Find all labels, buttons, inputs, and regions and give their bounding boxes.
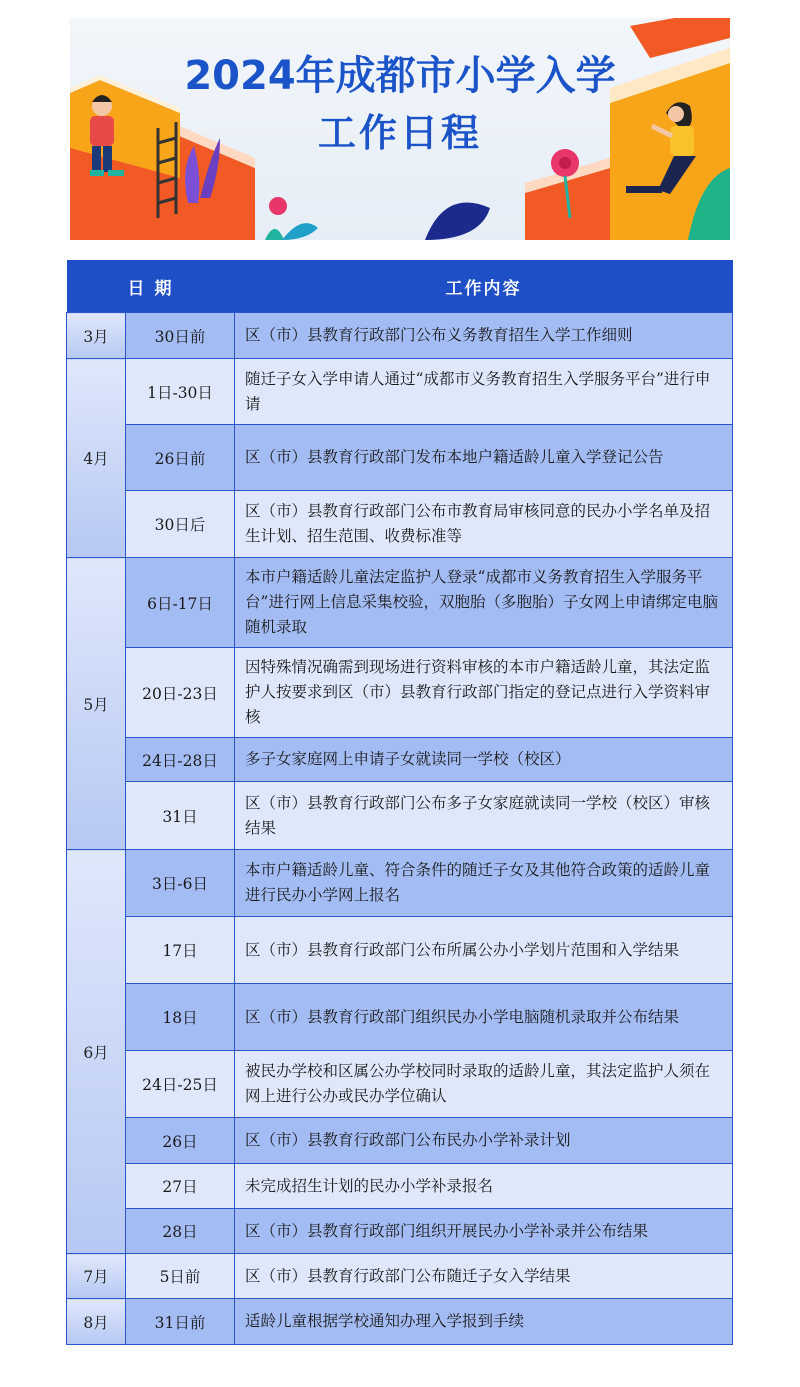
table-row [67, 1209, 733, 1254]
table-row [67, 782, 733, 850]
table-row [67, 491, 733, 558]
table-row [67, 313, 733, 359]
date-cell: 26日前 [126, 425, 235, 491]
table-row [67, 850, 733, 917]
header-date: 日 期 [67, 260, 235, 313]
table-row [67, 917, 733, 984]
schedule-table [66, 260, 733, 1345]
date-cell: 5日前 [126, 1254, 235, 1299]
table-row [67, 1164, 733, 1209]
content-cell: 因特殊情况确需到现场进行资料审核的本市户籍适龄儿童，其法定监护人按要求到区（市）县教育行政部门指定的登记点进行入学资料审核 [235, 648, 733, 738]
table-row [67, 558, 733, 648]
date-cell: 20日-23日 [126, 648, 235, 738]
table-row [67, 1118, 733, 1164]
table-row [67, 984, 733, 1051]
month-cell: 5月 [67, 558, 126, 850]
month-cell: 8月 [67, 1299, 126, 1345]
date-cell: 26日 [126, 1118, 235, 1164]
content-cell: 区（市）县教育行政部门公布民办小学补录计划 [235, 1118, 733, 1164]
date-cell: 6日-17日 [126, 558, 235, 648]
right-leaf-icon [425, 202, 490, 240]
content-cell: 区（市）县教育行政部门公布市教育局审核同意的民办小学名单及招生计划、招生范围、收费标准等 [235, 491, 733, 558]
content-cell: 区（市）县教育行政部门公布多子女家庭就读同一学校（校区）审核结果 [235, 782, 733, 850]
month-cell: 4月 [67, 359, 126, 558]
date-cell: 30日后 [126, 491, 235, 558]
date-cell: 17日 [126, 917, 235, 984]
date-cell: 18日 [126, 984, 235, 1051]
table-row [67, 1299, 733, 1345]
date-cell: 24日-28日 [126, 738, 235, 782]
content-cell: 适龄儿童根据学校通知办理入学报到手续 [235, 1299, 733, 1345]
table-body [67, 313, 733, 1345]
left-flower-icon [265, 197, 318, 240]
content-cell: 区（市）县教育行政部门公布随迁子女入学结果 [235, 1254, 733, 1299]
content-cell: 被民办学校和区属公办学校同时录取的适龄儿童，其法定监护人须在网上进行公办或民办学位确认 [235, 1051, 733, 1118]
content-cell: 区（市）县教育行政部门公布义务教育招生入学工作细则 [235, 313, 733, 359]
content-cell: 未完成招生计划的民办小学补录报名 [235, 1164, 733, 1209]
page-title: 2024年成都市小学入学 [184, 53, 616, 99]
header-content: 工作内容 [235, 260, 733, 313]
page-subtitle: 工作日程 [317, 111, 482, 155]
content-cell: 本市户籍适龄儿童法定监护人登录“成都市义务教育招生入学服务平台”进行网上信息采集校验，双胞胎（多胞胎）子女网上申请绑定电脑随机录取 [235, 558, 733, 648]
table-row [67, 648, 733, 738]
date-cell: 27日 [126, 1164, 235, 1209]
table-row [67, 425, 733, 491]
date-cell: 30日前 [126, 313, 235, 359]
date-cell: 24日-25日 [126, 1051, 235, 1118]
table-row [67, 359, 733, 425]
table-row [67, 1051, 733, 1118]
month-cell: 3月 [67, 313, 126, 359]
content-cell: 区（市）县教育行政部门公布所属公办小学划片范围和入学结果 [235, 917, 733, 984]
date-cell: 3日-6日 [126, 850, 235, 917]
header-banner [70, 18, 730, 240]
content-cell: 区（市）县教育行政部门组织民办小学电脑随机录取并公布结果 [235, 984, 733, 1051]
content-cell: 多子女家庭网上申请子女就读同一学校（校区） [235, 738, 733, 782]
date-cell: 31日前 [126, 1299, 235, 1345]
content-cell: 区（市）县教育行政部门组织开展民办小学补录并公布结果 [235, 1209, 733, 1254]
content-cell: 本市户籍适龄儿童、符合条件的随迁子女及其他符合政策的适龄儿童进行民办小学网上报名 [235, 850, 733, 917]
month-cell: 6月 [67, 850, 126, 1254]
content-cell: 区（市）县教育行政部门发布本地户籍适龄儿童入学登记公告 [235, 425, 733, 491]
date-cell: 28日 [126, 1209, 235, 1254]
table-row [67, 738, 733, 782]
date-cell: 31日 [126, 782, 235, 850]
table-row [67, 1254, 733, 1299]
content-cell: 随迁子女入学申请人通过“成都市义务教育招生入学服务平台”进行申请 [235, 359, 733, 425]
month-cell: 7月 [67, 1254, 126, 1299]
date-cell: 1日-30日 [126, 359, 235, 425]
table-header-row [67, 260, 733, 313]
